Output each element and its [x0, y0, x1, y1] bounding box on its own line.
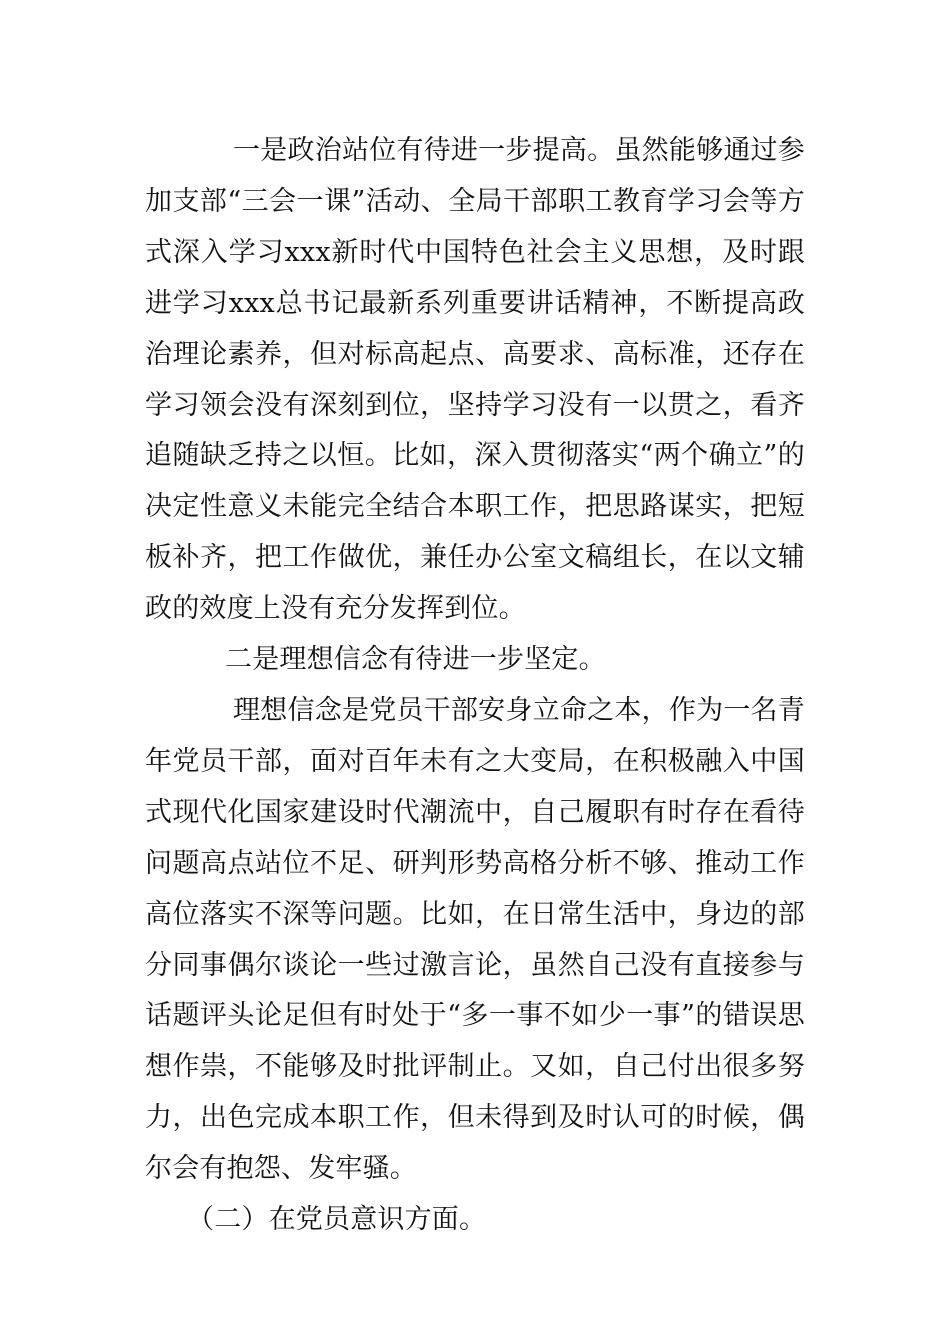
paragraph-ideals-body: 理想信念是党员干部安身立命之本，作为一名青年党员干部，面对百年未有之大变局，在积极融入中国式现代化国家建设时代潮流中，自己履职有时存在看待问题高点站位不足、研判形势高格分析不够、推动工作高位落实不深等问题。比如，在日常生活中，身边的部分同事偶尔谈论一些过激言论，虽然自己没有直接参与话题评头论足但有时处于“多一事不如少一事”的错误思想作祟，不能够及时批评制止。又如，自己付出很多努力，出色完成本职工作，但未得到及时认可的时候，偶尔会有抱怨、发牢骚。 [145, 694, 805, 1185]
section-heading-party-awareness: （二）在党员意识方面。 [187, 1204, 487, 1236]
paragraph-political-stance: 一是政治站位有待进一步提高。虽然能够通过参加支部“三会一课”活动、全局干部职工教育学习会等方式深入学习xxx新时代中国特色社会主义思想，及时跟进学习xxx总书记最新系列重要讲话精神，不断提高政治理论素养，但对标高起点、高要求、高标准，还存在学习领会没有深刻到位，坚持学习没有一以贯之，看齐追随缺乏持之以恒。比如，深入贯彻落实“两个确立”的决定性意义未能完全结合本职工作，把思路谋实，把短板补齐，把工作做优，兼任办公室文稿组长，在以文辅政的效度上没有充分发挥到位。 [145, 135, 805, 625]
document-body [145, 126, 805, 1246]
paragraph-ideals-heading: 二是理想信念有待进一步坚定。 [225, 644, 606, 676]
